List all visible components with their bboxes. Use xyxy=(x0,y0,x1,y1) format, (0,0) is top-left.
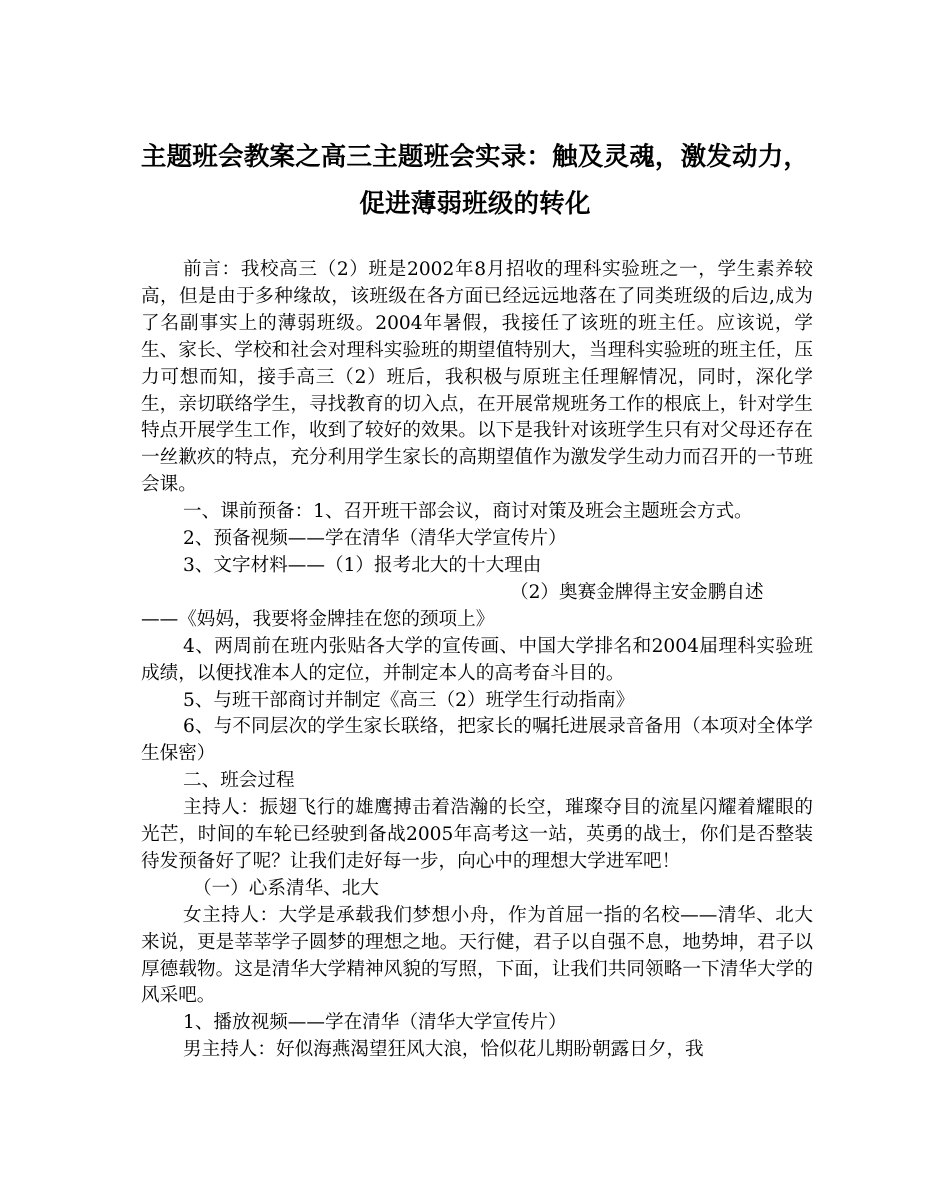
document-title: 主题班会教案之高三主题班会实录：触及灵魂，激发动力，促进薄弱班级的转化 xyxy=(140,142,810,219)
paragraph-preparation: 一、课前预备：1、召开班干部会议，商讨对策及班会主题班会方式。 xyxy=(183,501,753,523)
paragraph-prep-item-3-sub-title: ——《妈妈，我要将金牌挂在您的颈项上》 xyxy=(141,608,495,630)
paragraph-prep-item-3-sub: （2）奥赛金牌得主安金鹏自述 xyxy=(510,581,764,603)
paragraph-prep-item-6: 6、与不同层次的学生家长联络，把家长的嘱托进展录音备用（本项对全体学生保密） xyxy=(141,716,813,765)
section-heading-process: 二、班会过程 xyxy=(183,770,295,792)
paragraph-prep-item-2: 2、预备视频——学在清华（清华大学宣传片） xyxy=(183,528,567,550)
subsection-heading-tsinghua-pku: （一）心系清华、北大 xyxy=(193,877,379,899)
paragraph-female-host: 女主持人：大学是承载我们梦想小舟，作为首屈一指的名校——清华、北大来说，更是莘莘学子圆梦的理想之地。天行健，君子以自强不息，地势坤，君子以厚德载物。这是清华大学精神风貌的写照，下面，让我们共同领略一下清华大学的风采吧。 xyxy=(141,904,813,1007)
paragraph-prep-item-3: 3、文字材料——（1）报考北大的十大理由 xyxy=(183,554,542,576)
paragraph-prep-item-4: 4、两周前在班内张贴各大学的宣传画、中国大学排名和2004届理科实验班成绩，以便找准本人的定位，并制定本人的高考奋斗目的。 xyxy=(141,635,813,684)
document-body xyxy=(141,257,813,1064)
paragraph-play-video: 1、播放视频——学在清华（清华大学宣传片） xyxy=(183,1012,567,1034)
paragraph-prep-item-5: 5、与班干部商讨并制定《高三（2）班学生行动指南》 xyxy=(183,689,635,711)
paragraph-host-intro: 主持人：振翅飞行的雄鹰搏击着浩瀚的长空，璀璨夺目的流星闪耀着耀眼的光芒，时间的车轮已经驶到备战2005年高考这一站，英勇的战士，你们是否整装待发预备好了呢？让我们走好每一步，向心中的理想大学进军吧！ xyxy=(141,797,813,872)
paragraph-preface: 前言：我校高三（2）班是2002年8月招收的理科实验班之一，学生素养较高，但是由于多种缘故，该班级在各方面已经远远地落在了同类班级的后边,成为了名副事实上的薄弱班级。2004年暑假，我接任了该班的班主任。应该说，学生、家长、学校和社会对理科实验班的期望值特别大，当理科实验班的班主任，压力可想而知，接手高三（2）班后，我积极与原班主任理解情况，同时，深化学生，亲切联络学生，寻找教育的切入点，在开展常规班务工作的根底上，针对学生特点开展学生工作，收到了较好的效果。以下是我针对该班学生只有对父母还存在一丝歉疚的特点，充分利用学生家长的高期望值作为激发学生动力而召开的一节班会课。 xyxy=(141,259,813,496)
paragraph-male-host: 男主持人：好似海燕渴望狂风大浪，恰似花儿期盼朝露日夕，我 xyxy=(183,1039,704,1061)
